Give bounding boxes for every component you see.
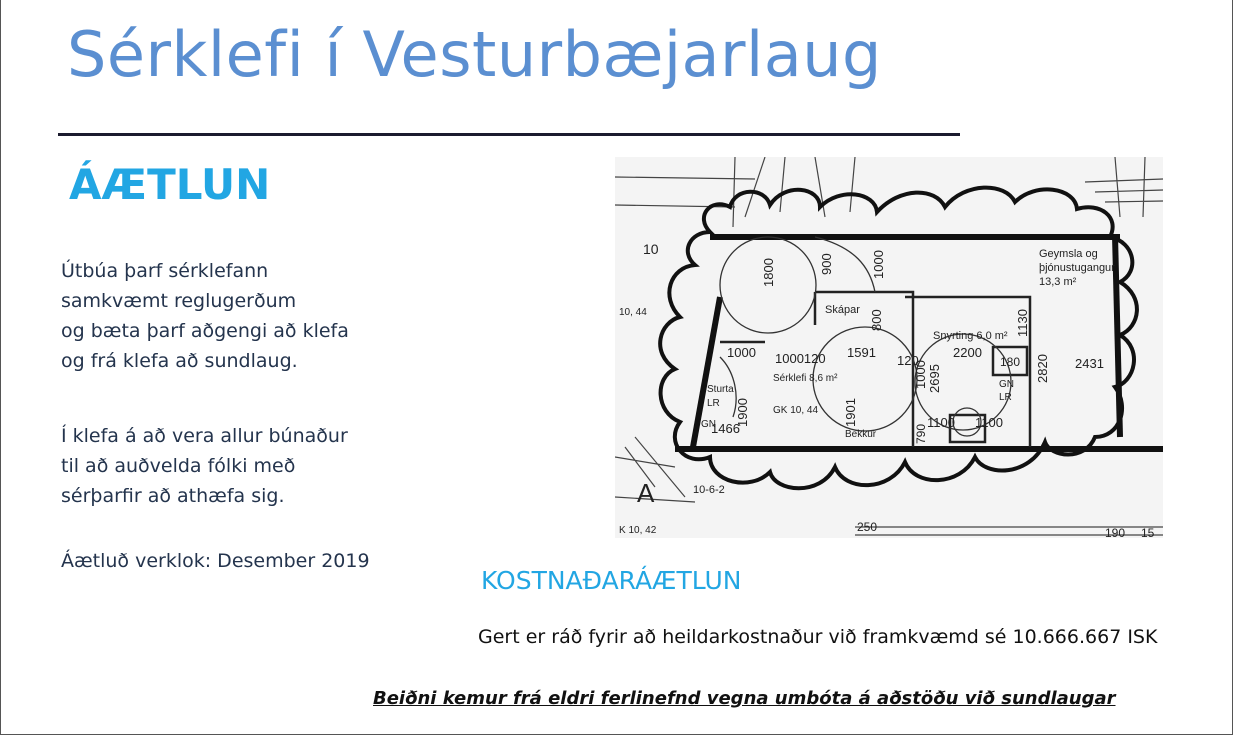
ref-label: K 10, 42 xyxy=(619,525,657,536)
gn-label: GN xyxy=(701,419,716,430)
dimension-label: 1800 xyxy=(761,258,776,287)
dimension-label: 1000 xyxy=(727,345,756,360)
dimension-label: 2820 xyxy=(1035,354,1050,383)
grid-label: 10-6-2 xyxy=(693,484,725,496)
lr-label: LR xyxy=(999,392,1012,403)
toilet-label: Snyrting 6,0 m² xyxy=(933,330,1008,342)
service-label: þjónustugangur xyxy=(1039,262,1115,274)
dimension-label: 900 xyxy=(819,253,834,275)
paragraph-line: Útbúa þarf sérklefann xyxy=(61,260,269,282)
dimension-label: 2431 xyxy=(1075,356,1104,371)
title-divider xyxy=(58,133,960,136)
bench-label: Bekkur xyxy=(845,429,877,440)
dimension-label: 1000120 xyxy=(775,351,826,366)
paragraph-line: til að auðvelda fólki með xyxy=(61,455,296,477)
dimension-label: 1900 xyxy=(735,398,750,427)
paragraph-line: samkvæmt reglugerðum xyxy=(61,290,297,312)
shower-label: Sturta xyxy=(707,384,734,395)
section-heading: ÁÆTLUN xyxy=(69,160,271,209)
cabinets-label: Skápar xyxy=(825,304,860,316)
grid-label: A xyxy=(637,478,655,508)
dimension-label: 180 xyxy=(1000,355,1021,369)
dimension-label: 790 xyxy=(914,423,928,444)
grid-label: 15 xyxy=(1141,526,1155,538)
floor-plan-drawing xyxy=(615,157,1163,538)
floor-plan-image xyxy=(615,157,1163,538)
dimension-label: 1100 xyxy=(927,415,955,430)
grid-label: 190 xyxy=(1105,526,1126,538)
dimension-label: 120 xyxy=(897,353,919,368)
slide-title: Sérklefi í Vesturbæjarlaug xyxy=(67,18,882,91)
paragraph-line: og frá klefa að sundlaug. xyxy=(61,350,298,372)
plan-paragraph-1 xyxy=(61,256,349,376)
dimension-label: 1000 xyxy=(913,360,928,389)
cost-estimate: Gert er ráð fyrir að heildarkostnaður við framkvæmd sé 10.666.667 ISK xyxy=(478,626,1158,648)
paragraph-line: og bæta þarf aðgengi að klefa xyxy=(61,320,349,342)
grid-label: 250 xyxy=(857,520,878,534)
storage-label: Geymsla og xyxy=(1039,248,1098,260)
lr-label: LR xyxy=(707,398,720,409)
completion-date: Áætluð verklok: Desember 2019 xyxy=(61,550,370,572)
dimension-label: 800 xyxy=(869,309,884,331)
grid-label: 10 xyxy=(643,241,659,257)
dimension-label: 2695 xyxy=(927,364,942,393)
gn-label: GN xyxy=(999,379,1014,390)
ref-label: 10, 44 xyxy=(619,307,647,318)
dimension-label: 2200 xyxy=(953,345,982,360)
plan-paragraph-2 xyxy=(61,421,348,511)
dimension-label: 1466 xyxy=(711,421,740,436)
dimension-label: 1130 xyxy=(1015,309,1030,337)
room-label: Sérklefi 8,6 m² xyxy=(773,373,838,384)
paragraph-line: sérþarfir að athæfa sig. xyxy=(61,485,285,507)
gk-label: GK 10, 44 xyxy=(773,405,819,416)
request-note: Beiðni kemur frá eldri ferlinefnd vegna umbóta á aðstöðu við sundlaugar xyxy=(373,688,1116,709)
dimension-label: 1000 xyxy=(871,250,886,279)
paragraph-line: Í klefa á að vera allur búnaður xyxy=(61,425,348,447)
dimension-label: 1591 xyxy=(847,345,876,360)
storage-area-label: 13,3 m² xyxy=(1039,276,1077,288)
revision-cloud xyxy=(660,188,1137,489)
cost-heading: KOSTNAÐARÁÆTLUN xyxy=(481,566,742,595)
dimension-label: 1100 xyxy=(975,415,1003,430)
dimension-label: 1901 xyxy=(843,398,858,427)
